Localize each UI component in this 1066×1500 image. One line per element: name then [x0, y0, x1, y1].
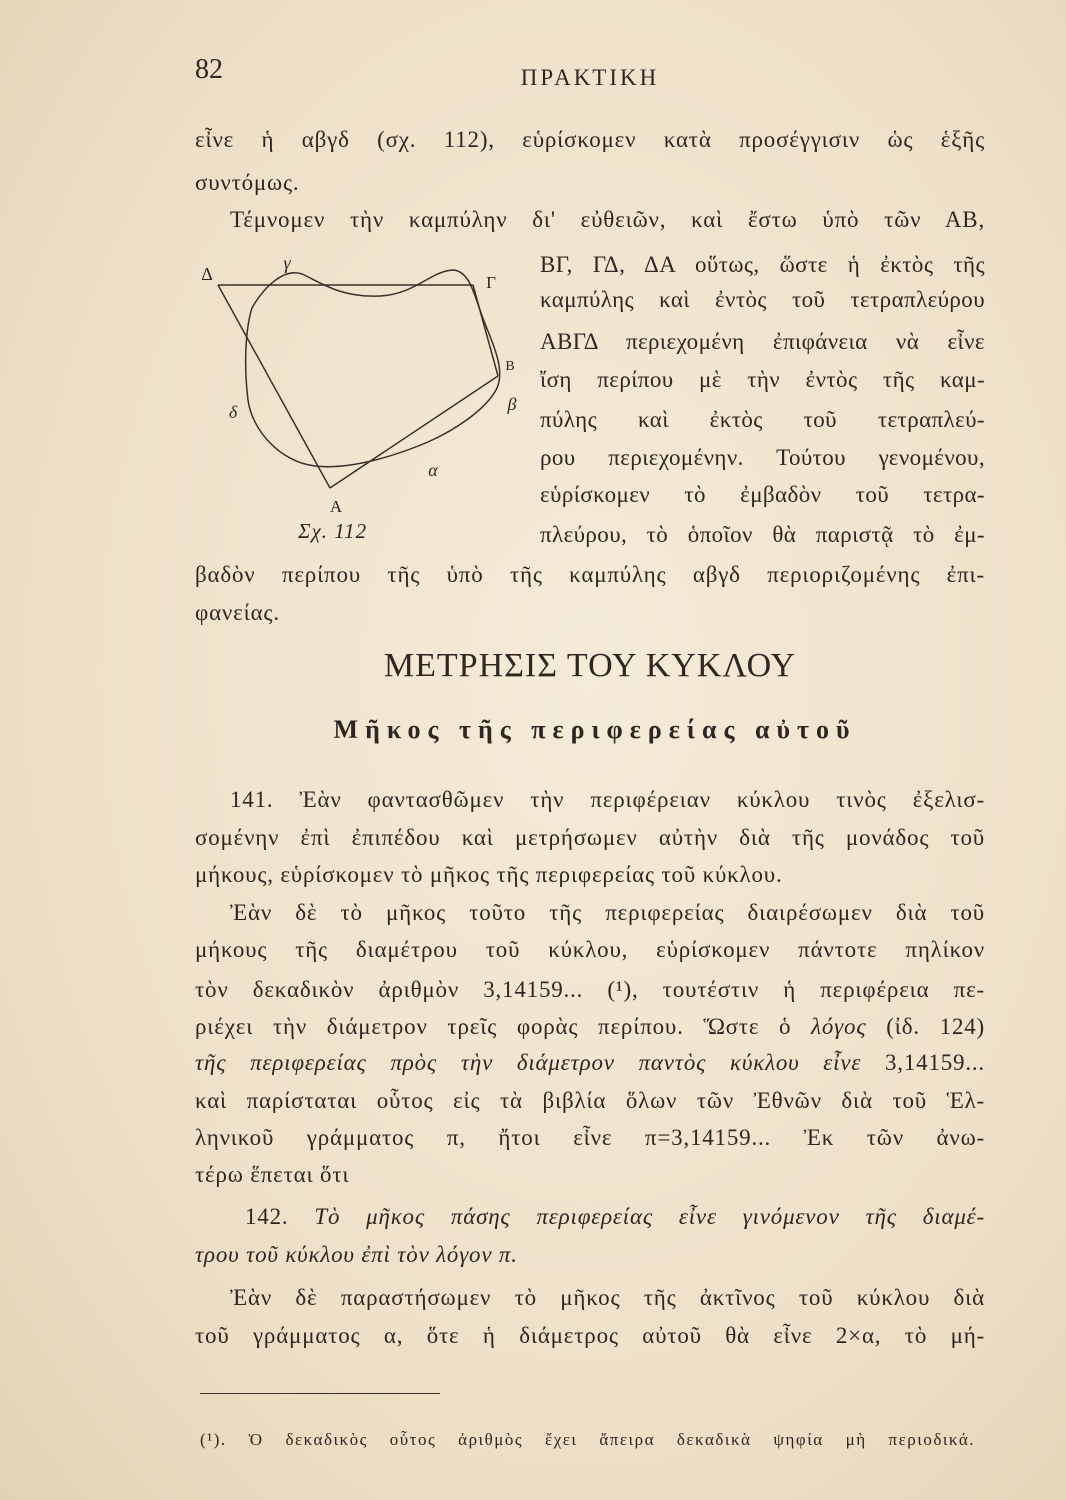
intro-tail-line-2: φανείας.	[195, 600, 280, 625]
body-line-8-end: 3,14159...	[861, 1050, 985, 1075]
side-line-6: ρου περιεχομένην. Τούτου γενομένου,	[540, 445, 985, 470]
label-curve-delta: δ	[228, 402, 238, 422]
running-title: ΠΡΑΚΤΙΚΗ	[520, 65, 660, 90]
figure-112	[190, 250, 530, 550]
section-subheading: Μῆκος τῆς περιφερείας αὐτοῦ	[333, 715, 857, 744]
footnote-rule	[200, 1393, 440, 1394]
intro-line-3: Τέμνομεν τὴν καμπύλην δι' εὐθειῶν, καὶ ἔστω ὑπὸ τῶν ΑΒ,	[230, 207, 985, 232]
intro-line-2: συντόμως.	[195, 170, 300, 195]
side-line-1: ΒΓ, ΓΔ, ΔΑ οὕτως, ὥστε ἡ ἐκτὸς τῆς	[540, 252, 985, 277]
body-line-4: Ἐὰν δὲ τὸ μῆκος τοῦτο τῆς περιφερείας διαιρέσωμεν διὰ τοῦ	[230, 900, 985, 925]
closed-curve	[246, 270, 500, 467]
label-curve-gamma: γ	[283, 253, 291, 273]
body-line-3: μήκους, εὑρίσκομεν τὸ μῆκος τῆς περιφερείας τοῦ κύκλου.	[195, 862, 783, 887]
page-number: 82	[195, 54, 223, 85]
figure-caption: Σχ. 112	[298, 519, 368, 543]
side-alpha-delta	[218, 285, 330, 488]
body-line-15: τοῦ γράμματος α, ὅτε ἡ διάμετρος αὐτοῦ θὰ εἶνε 2×α, τὸ μή-	[195, 1323, 985, 1348]
body-line-11: τέρω ἕπεται ὅτι	[195, 1162, 350, 1187]
body-line-12-number: 142.	[245, 1204, 315, 1229]
body-line-7-start: ριέχει τὴν διάμετρον τρεῖς φορὰς περίπου. Ὥστε ὁ	[195, 1014, 812, 1039]
body-line-9: καὶ παρίσταται οὗτος εἰς τὰ βιβλία ὅλων τῶν Ἐθνῶν διὰ τοῦ Ἑλ-	[195, 1088, 985, 1113]
body-line-14: Ἐὰν δὲ παραστήσωμεν τὸ μῆκος τῆς ἀκτῖνος τοῦ κύκλου διὰ	[230, 1285, 985, 1310]
body-line-1: 141. Ἐὰν φαντασθῶμεν τὴν περιφέρειαν κύκλου τινὸς ἐξελισ-	[230, 787, 985, 812]
intro-tail-line-1: βαδὸν περίπου τῆς ὑπὸ τῆς καμπύλης αβγδ περιοριζομένης ἐπι-	[195, 562, 985, 587]
label-curve-beta: β	[507, 394, 517, 414]
body-line-10: ληνικοῦ γράμματος π, ἤτοι εἶνε π=3,14159... Ἐκ τῶν ἀνω-	[195, 1125, 985, 1150]
body-line-12-italic: Τὸ μῆκος πάσης περιφερείας εἶνε γινόμενον τῆς διαμέ-	[314, 1204, 985, 1229]
side-line-3: ΑΒΓΔ περιεχομένη ἐπιφάνεια νὰ εἶνε	[540, 329, 985, 354]
body-line-13: τρου τοῦ κύκλου ἐπὶ τὸν λόγον π.	[195, 1242, 518, 1267]
side-line-5: πύλης καὶ ἐκτὸς τοῦ τετραπλεύ-	[540, 407, 985, 432]
body-line-7	[195, 1010, 985, 1044]
side-line-4: ἴση περίπου μὲ τὴν ἐντὸς τῆς καμ-	[540, 367, 985, 392]
label-vertex-gamma-text: Γ	[486, 273, 496, 292]
label-vertex-alpha: Α	[329, 497, 343, 516]
body-line-8-italic: τῆς περιφερείας πρὸς τὴν διάμετρον παντὸς κύκλου εἶνε	[195, 1050, 862, 1075]
body-line-6: τὸν δεκαδικὸν ἀριθμὸν 3,14159... (¹), τουτέστιν ἡ περιφέρεια πε-	[195, 977, 985, 1002]
label-vertex-delta: Δ	[201, 264, 213, 284]
body-line-2: σομένην ἐπὶ ἐπιπέδου καὶ μετρήσωμεν αὐτὴν διὰ τῆς μονάδος τοῦ	[195, 825, 985, 850]
body-line-7-end: (ἰδ. 124)	[866, 1014, 985, 1039]
intro-line-1: εἶνε ἡ αβγδ (σχ. 112), εὑρίσκομεν κατὰ προσέγγισιν ὡς ἑξῆς	[195, 127, 985, 152]
body-line-8	[195, 1046, 985, 1080]
body-line-7-italic: λόγος	[811, 1014, 867, 1039]
body-line-12	[195, 1200, 985, 1234]
side-line-7: εὑρίσκομεν τὸ ἐμβαδὸν τοῦ τετρα-	[540, 482, 985, 507]
side-line-8: πλεύρου, τὸ ὁποῖον θὰ παριστᾷ τὸ ἐμ-	[540, 522, 985, 547]
footnote: (¹). Ὁ δεκαδικὸς οὗτος ἀριθμὸς ἔχει ἄπειρα δεκαδικὰ ψηφία μὴ περιοδικά.	[200, 1430, 975, 1449]
side-line-2: καμπύλης καὶ ἐντὸς τοῦ τετραπλεύρου	[540, 287, 985, 312]
body-line-5: μήκους τῆς διαμέτρου τοῦ κύκλου, εὑρίσκομεν πάντοτε πηλίκον	[195, 937, 985, 962]
section-heading: ΜΕΤΡΗΣΙΣ ΤΟΥ ΚΥΚΛΟΥ	[383, 647, 797, 684]
side-beta-alpha	[330, 376, 498, 488]
label-vertex-beta: Β	[505, 359, 515, 374]
label-curve-alpha: α	[428, 460, 438, 480]
